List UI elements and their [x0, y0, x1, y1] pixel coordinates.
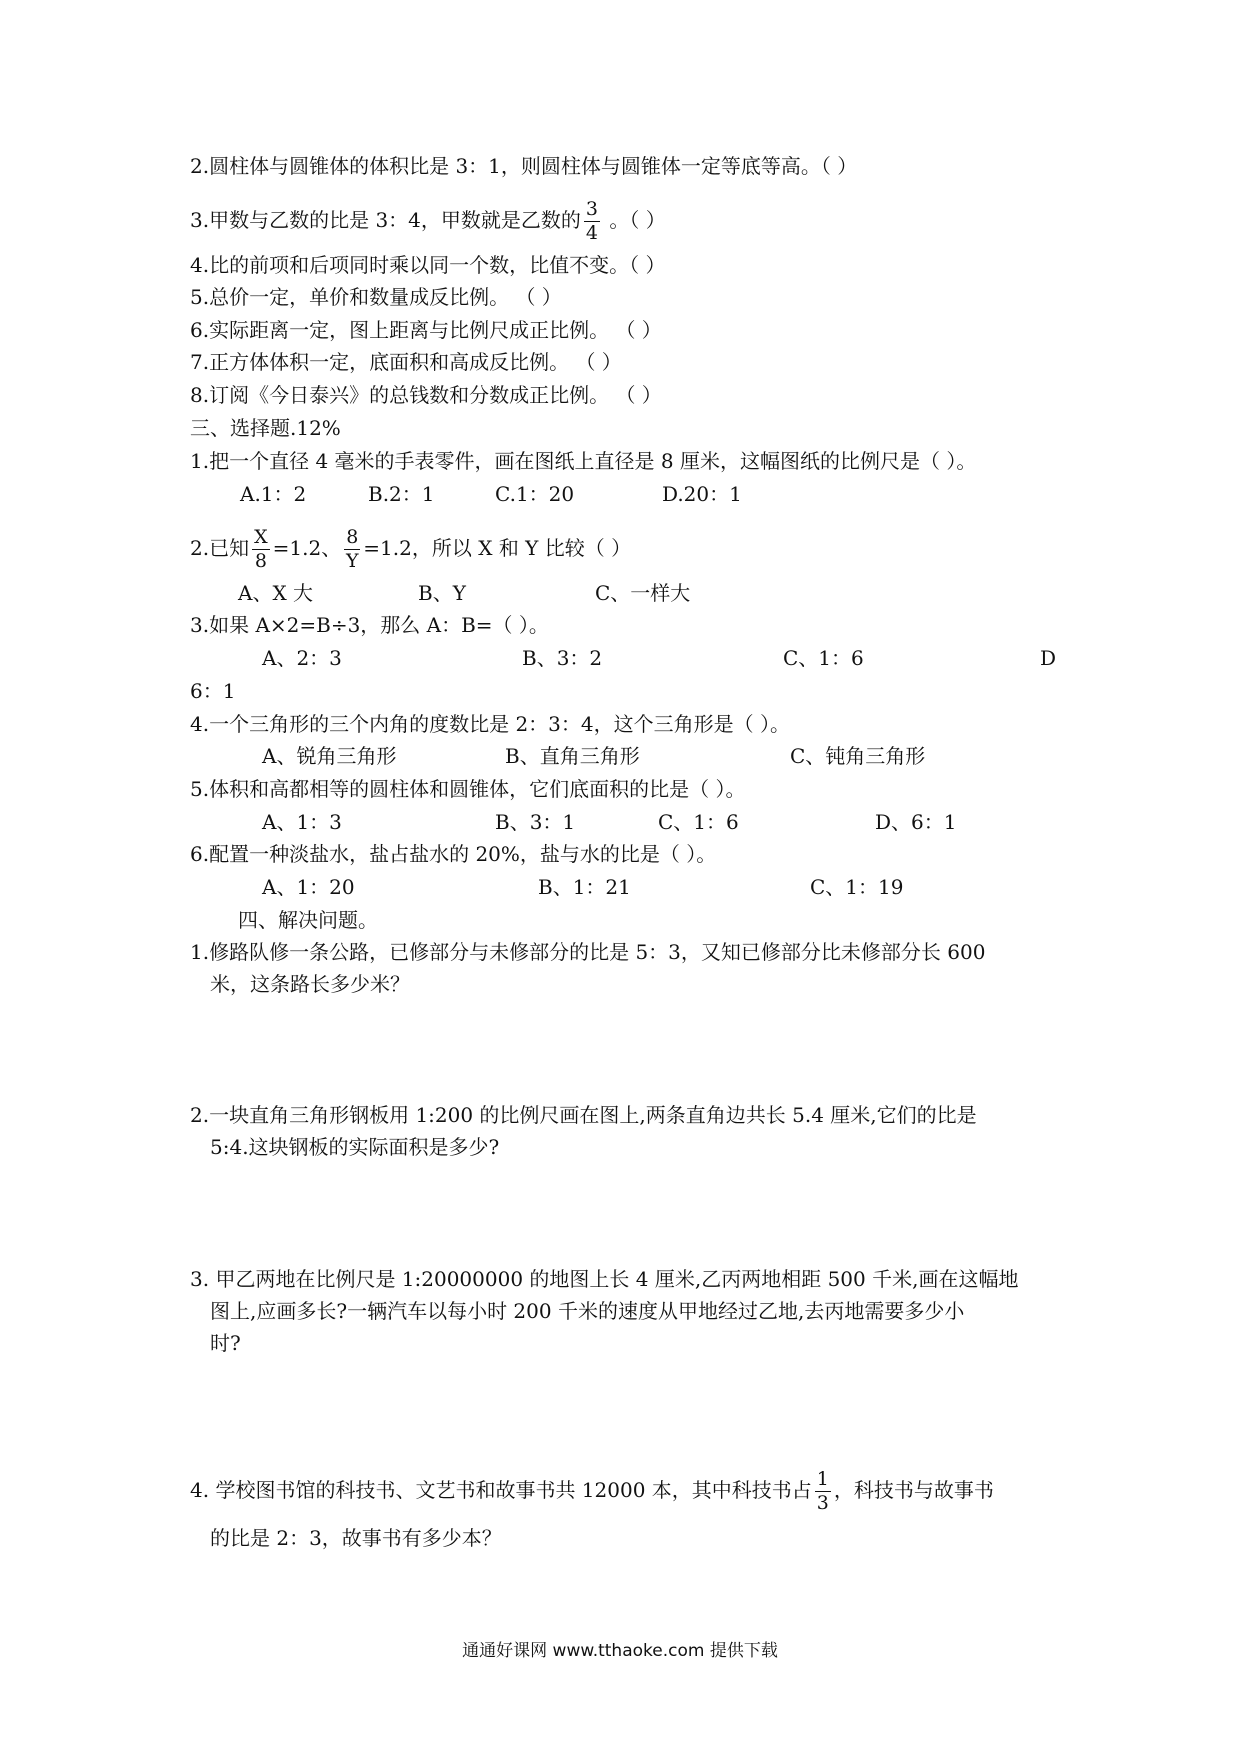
page-footer: 通通好课网 www.tthaoke.com 提供下载 [462, 1641, 778, 1661]
judge-question-6: 6.实际距离一定，图上距离与比例尺成正比例。 （ ） [190, 318, 662, 342]
choice-question-2-tail: =1.2，所以 X 和 Y 比较（ ） [363, 536, 632, 560]
judge-question-8: 8.订阅《今日泰兴》的总钱数和分数成正比例。 （ ） [190, 383, 662, 407]
fraction-denominator: 4 [585, 222, 598, 244]
judge-question-7: 7.正方体体积一定，底面积和高成反比例。 （ ） [190, 350, 622, 374]
fraction-one-third [815, 1470, 831, 1513]
problem-1-line-2: 米，这条路长多少米？ [210, 972, 410, 996]
section-heading-solve: 四、解决问题。 [238, 908, 378, 932]
fraction-numerator: X [254, 526, 268, 548]
choice-3-option-a: A、2：3 [262, 646, 342, 670]
judge-question-3-text: 3.甲数与乙数的比是 3：4，甲数就是乙数的 [190, 208, 581, 232]
fraction-denominator: Y [345, 550, 359, 572]
problem-4-line-1 [190, 1470, 994, 1513]
choice-question-3: 3.如果 A×2=B÷3，那么 A：B=（ ）。 [190, 613, 549, 637]
choice-question-2 [190, 528, 631, 571]
fraction-three-quarters [584, 200, 600, 243]
choice-question-6: 6.配置一种淡盐水，盐占盐水的 20%，盐与水的比是（ ）。 [190, 842, 717, 866]
judge-question-3 [190, 200, 666, 243]
choice-1-option-b: B.2：1 [368, 482, 435, 506]
problem-4-line-2: 的比是 2：3，故事书有多少本？ [210, 1526, 502, 1550]
choice-3-option-d-value: 6：1 [190, 679, 236, 703]
choice-3-option-b: B、3：2 [522, 646, 603, 670]
fraction-numerator: 1 [816, 1468, 829, 1490]
choice-3-option-c: C、1：6 [783, 646, 864, 670]
choice-6-option-a: A、1：20 [262, 875, 355, 899]
choice-1-option-d: D.20：1 [662, 482, 742, 506]
problem-2-line-2: 5:4.这块钢板的实际面积是多少? [210, 1135, 500, 1159]
judge-question-4: 4.比的前项和后项同时乘以同一个数，比值不变。（ ） [190, 253, 666, 277]
problem-4-text: 4. 学校图书馆的科技书、文艺书和故事书共 12000 本，其中科技书占 [190, 1478, 812, 1502]
judge-question-5: 5.总价一定，单价和数量成反比例。 （ ） [190, 285, 562, 309]
choice-1-option-c: C.1：20 [495, 482, 575, 506]
fraction-8-over-y [344, 528, 360, 571]
choice-3-option-d-letter: D [1040, 646, 1057, 670]
choice-question-2-lead: 2.已知 [190, 536, 250, 560]
choice-2-option-c: C、一样大 [595, 581, 691, 605]
choice-question-2-middle: =1.2、 [272, 536, 342, 560]
problem-3-line-1: 3. 甲乙两地在比例尺是 1:20000000 的地图上长 4 厘米,乙丙两地相距 500 千米,画在这幅地 [190, 1267, 1019, 1291]
fraction-denominator: 8 [254, 550, 267, 572]
choice-question-4: 4.一个三角形的三个内角的度数比是 2：3：4，这个三角形是（ ）。 [190, 712, 790, 736]
judge-question-3-blank: 。（ ） [602, 208, 666, 232]
choice-2-option-a: A、X 大 [238, 581, 314, 605]
fraction-numerator: 3 [585, 198, 598, 220]
choice-6-option-b: B、1：21 [538, 875, 631, 899]
choice-question-1: 1.把一个直径 4 毫米的手表零件，画在图纸上直径是 8 厘米，这幅图纸的比例尺是（ ）。 [190, 449, 977, 473]
choice-5-option-c: C、1：6 [658, 810, 739, 834]
fraction-numerator: 8 [346, 526, 359, 548]
choice-5-option-a: A、1：3 [262, 810, 342, 834]
problem-4-text-tail: ，科技书与故事书 [833, 1478, 994, 1502]
choice-4-option-a: A、锐角三角形 [262, 744, 397, 768]
choice-4-option-c: C、钝角三角形 [790, 744, 926, 768]
fraction-denominator: 3 [816, 1492, 829, 1514]
problem-2-line-1: 2.一块直角三角形钢板用 1:200 的比例尺画在图上,两条直角边共长 5.4 厘米,它们的比是 [190, 1103, 977, 1127]
choice-2-option-b: B、Y [418, 581, 466, 605]
problem-1-line-1: 1.修路队修一条公路，已修部分与未修部分的比是 5：3，又知已修部分比未修部分长 600 [190, 940, 986, 964]
fraction-x-over-8 [252, 528, 270, 571]
problem-3-line-3: 时? [210, 1331, 241, 1355]
section-heading-choice: 三、选择题.12% [190, 416, 341, 440]
problem-3-line-2: 图上,应画多长?一辆汽车以每小时 200 千米的速度从甲地经过乙地,去丙地需要多少小 [210, 1299, 965, 1323]
choice-1-option-a: A.1：2 [240, 482, 307, 506]
choice-5-option-d: D、6：1 [875, 810, 957, 834]
choice-6-option-c: C、1：19 [810, 875, 904, 899]
choice-4-option-b: B、直角三角形 [505, 744, 640, 768]
judge-question-2: 2.圆柱体与圆锥体的体积比是 3：1，则圆柱体与圆锥体一定等底等高。（ ） [190, 154, 858, 178]
choice-5-option-b: B、3：1 [495, 810, 576, 834]
choice-question-5: 5.体积和高都相等的圆柱体和圆锥体，它们底面积的比是（ ）。 [190, 777, 746, 801]
